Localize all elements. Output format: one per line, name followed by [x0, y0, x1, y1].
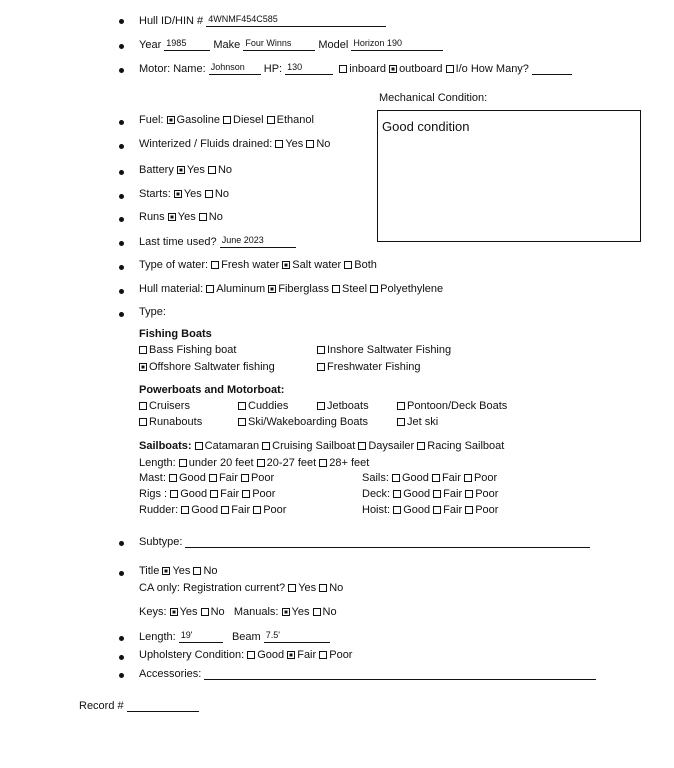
mast-label: Mast: [139, 472, 166, 484]
mast-poor-checkbox[interactable] [241, 474, 249, 482]
model-label: Model [318, 39, 349, 51]
offshore-label: Offshore Saltwater fishing [149, 361, 275, 373]
mechanical-condition-box[interactable] [377, 110, 641, 242]
good-label: Good [191, 504, 219, 516]
no-label: No [208, 211, 223, 223]
fair-label: Fair [443, 504, 463, 516]
accessories-row [139, 667, 596, 680]
water-row [139, 259, 377, 271]
mast-fair-checkbox[interactable] [209, 474, 217, 482]
gasoline-label: Gasoline [176, 114, 220, 126]
aluminum-checkbox[interactable] [206, 285, 214, 293]
good-label: Good [403, 504, 431, 516]
good-label: Good [180, 488, 208, 500]
cruisers-checkbox[interactable] [139, 402, 147, 410]
no-label: No [203, 565, 218, 577]
outboard-label: outboard [399, 63, 443, 75]
manuals-label: Manuals: [233, 606, 279, 618]
bass-label: Bass Fishing boat [149, 344, 237, 356]
year-field[interactable]: 1985 [164, 38, 210, 51]
jetski-checkbox[interactable] [397, 418, 405, 426]
last-used-field[interactable]: June 2023 [220, 235, 296, 248]
bullet [119, 312, 124, 317]
gasoline-checkbox[interactable] [167, 116, 175, 124]
both-water-checkbox[interactable] [344, 261, 352, 269]
winterized-label: Winterized / Fluids drained: [139, 138, 273, 150]
cuddies-label: Cuddies [248, 400, 289, 412]
yes-label: Yes [172, 565, 191, 577]
fresh-water-checkbox[interactable] [211, 261, 219, 269]
bullet [119, 265, 124, 270]
upholstery-row [139, 649, 352, 661]
racing-checkbox[interactable] [417, 442, 425, 450]
keys-yes-checkbox[interactable] [170, 608, 178, 616]
fiberglass-checkbox[interactable] [268, 285, 276, 293]
sailboats-row [139, 440, 504, 452]
battery-label: Battery [139, 164, 174, 176]
poor-label: Poor [473, 472, 498, 484]
rudder-poor-checkbox[interactable] [253, 506, 261, 514]
good-label: Good [257, 649, 285, 661]
inboard-label: inboard [349, 63, 386, 75]
model-field[interactable]: Horizon 190 [351, 38, 443, 51]
bullet [119, 541, 124, 546]
sails-fair-checkbox[interactable] [432, 474, 440, 482]
deck-label: Deck: [362, 488, 391, 500]
racing-label: Racing Sailboat [427, 440, 505, 452]
upholstery-good-checkbox[interactable] [247, 651, 255, 659]
ski-checkbox[interactable] [238, 418, 246, 426]
sailboats-heading: Sailboats: [139, 440, 192, 452]
offshore-option [139, 361, 275, 373]
year-make-model-row [139, 38, 443, 51]
bullet [119, 636, 124, 641]
upholstery-label: Upholstery Condition: [139, 649, 245, 661]
winterized-yes-checkbox[interactable] [275, 140, 283, 148]
rigs-poor-checkbox[interactable] [242, 490, 250, 498]
sails-row [362, 472, 497, 484]
rudder-fair-checkbox[interactable] [221, 506, 229, 514]
hp-field[interactable]: 130 [285, 62, 333, 75]
freshwater-label: Freshwater Fishing [327, 361, 421, 373]
jetski-label: Jet ski [407, 416, 439, 428]
yes-label: Yes [179, 606, 198, 618]
rigs-good-checkbox[interactable] [170, 490, 178, 498]
subtype-label: Subtype: [139, 536, 183, 548]
battery-no-checkbox[interactable] [208, 166, 216, 174]
fair-label: Fair [231, 504, 251, 516]
ca-label: CA only: Registration current? [139, 582, 286, 594]
io-label: I/o How Many? [455, 63, 529, 75]
hull-material-label: Hull material: [139, 283, 204, 295]
bass-option [139, 344, 236, 356]
hoist-label: Hoist: [362, 504, 391, 516]
ca-no-checkbox[interactable] [319, 584, 327, 592]
hull-label: Hull ID/HIN # [139, 15, 204, 27]
bullet [119, 655, 124, 660]
bullet [119, 19, 124, 24]
poor-label: Poor [252, 488, 276, 500]
sails-poor-checkbox[interactable] [464, 474, 472, 482]
salt-water-label: Salt water [292, 259, 342, 271]
pontoon-option [397, 400, 507, 412]
subtype-field[interactable] [185, 535, 590, 548]
battery-yes-checkbox[interactable] [177, 166, 185, 174]
catamaran-checkbox[interactable] [195, 442, 203, 450]
hoist-good-checkbox[interactable] [393, 506, 401, 514]
motor-name-label: Motor: Name: [139, 63, 206, 75]
jetboats-option [317, 400, 369, 412]
good-label: Good [403, 488, 431, 500]
keys-no-checkbox[interactable] [201, 608, 209, 616]
sail-length-label: Length: [139, 457, 176, 469]
motor-name-field[interactable]: Johnson [209, 62, 261, 75]
28plus-checkbox[interactable] [319, 459, 327, 467]
battery-row [139, 164, 232, 176]
runabouts-option [139, 416, 202, 428]
rudder-good-checkbox[interactable] [181, 506, 189, 514]
length-row [139, 630, 330, 643]
mechanical-condition-value: Good condition [382, 119, 470, 134]
deck-poor-checkbox[interactable] [465, 490, 473, 498]
diesel-checkbox[interactable] [223, 116, 231, 124]
salt-water-checkbox[interactable] [282, 261, 290, 269]
hp-label: HP: [263, 63, 283, 75]
jetski-option [397, 416, 438, 428]
rigs-fair-checkbox[interactable] [210, 490, 218, 498]
make-field[interactable]: Four Winns [243, 38, 315, 51]
no-label: No [316, 138, 331, 150]
runabouts-checkbox[interactable] [139, 418, 147, 426]
accessories-label: Accessories: [139, 668, 202, 680]
daysailer-checkbox[interactable] [358, 442, 366, 450]
hull-material-row [139, 283, 443, 295]
rudder-label: Rudder: [139, 504, 179, 516]
inshore-checkbox[interactable] [317, 346, 325, 354]
poor-label: Poor [329, 649, 353, 661]
ethanol-checkbox[interactable] [267, 116, 275, 124]
record-field[interactable] [127, 699, 199, 712]
bullet [119, 120, 124, 125]
yes-label: Yes [177, 211, 196, 223]
starts-yes-checkbox[interactable] [174, 190, 182, 198]
yes-label: Yes [186, 164, 205, 176]
year-label: Year [139, 39, 162, 51]
cruisers-option [139, 400, 190, 412]
20-27-label: 20-27 feet [266, 457, 317, 469]
io-checkbox[interactable] [446, 65, 454, 73]
deck-good-checkbox[interactable] [393, 490, 401, 498]
freshwater-checkbox[interactable] [317, 363, 325, 371]
bullet [119, 571, 124, 576]
rigs-label: Rigs : [139, 488, 168, 500]
yes-label: Yes [183, 188, 202, 200]
ski-option [238, 416, 368, 428]
bass-checkbox[interactable] [139, 346, 147, 354]
yes-label: Yes [291, 606, 310, 618]
outboard-checkbox[interactable] [389, 65, 397, 73]
keys-label: Keys: [139, 606, 167, 618]
28plus-label: 28+ feet [329, 457, 370, 469]
fair-label: Fair [218, 472, 238, 484]
mast-row [139, 472, 274, 484]
powerboats-heading: Powerboats and Motorboat: [139, 384, 285, 396]
beam-label: Beam [231, 631, 261, 643]
beam-field[interactable]: 7.5' [264, 630, 330, 643]
bullet [119, 241, 124, 246]
bullet [119, 289, 124, 294]
inshore-label: Inshore Saltwater Fishing [327, 344, 452, 356]
bullet [119, 673, 124, 678]
both-label: Both [354, 259, 377, 271]
poor-label: Poor [475, 488, 499, 500]
cuddies-checkbox[interactable] [238, 402, 246, 410]
steel-label: Steel [342, 283, 368, 295]
manuals-no-checkbox[interactable] [313, 608, 321, 616]
ca-yes-checkbox[interactable] [288, 584, 296, 592]
runabouts-label: Runabouts [149, 416, 203, 428]
no-label: No [329, 582, 344, 594]
io-count-field[interactable] [532, 62, 572, 75]
under20-label: under 20 feet [188, 457, 254, 469]
length-field[interactable]: 19' [179, 630, 223, 643]
pontoon-label: Pontoon/Deck Boats [407, 400, 508, 412]
inshore-option [317, 344, 451, 356]
no-label: No [322, 606, 337, 618]
accessories-field[interactable] [204, 667, 596, 680]
poor-label: Poor [250, 472, 275, 484]
bullet [119, 217, 124, 222]
winterized-no-checkbox[interactable] [306, 140, 314, 148]
fair-label: Fair [441, 472, 461, 484]
daysailer-label: Daysailer [368, 440, 415, 452]
motor-row [139, 62, 572, 75]
good-label: Good [401, 472, 429, 484]
sails-label: Sails: [362, 472, 389, 484]
freshwater-option [317, 361, 421, 373]
title-yes-checkbox[interactable] [162, 567, 170, 575]
offshore-checkbox[interactable] [139, 363, 147, 371]
polyethylene-checkbox[interactable] [370, 285, 378, 293]
jetboats-label: Jetboats [327, 400, 369, 412]
inboard-checkbox[interactable] [339, 65, 347, 73]
ethanol-label: Ethanol [276, 114, 314, 126]
rigs-row [139, 488, 275, 500]
rudder-row [139, 504, 286, 516]
catamaran-label: Catamaran [204, 440, 260, 452]
title-label: Title [139, 565, 160, 577]
runs-row [139, 211, 223, 223]
cruising-checkbox[interactable] [262, 442, 270, 450]
bullet [119, 170, 124, 175]
length-label: Length: [139, 631, 176, 643]
manuals-yes-checkbox[interactable] [282, 608, 290, 616]
hoist-fair-checkbox[interactable] [433, 506, 441, 514]
runs-no-checkbox[interactable] [199, 213, 207, 221]
sails-good-checkbox[interactable] [392, 474, 400, 482]
fair-label: Fair [220, 488, 240, 500]
bullet [119, 194, 124, 199]
starts-label: Starts: [139, 188, 171, 200]
cruising-label: Cruising Sailboat [272, 440, 356, 452]
type-label: Type: [139, 306, 166, 318]
deck-fair-checkbox[interactable] [433, 490, 441, 498]
cuddies-option [238, 400, 288, 412]
sail-length-row [139, 457, 369, 469]
polyethylene-label: Polyethylene [380, 283, 444, 295]
20-27-checkbox[interactable] [257, 459, 265, 467]
fuel-row [139, 114, 314, 126]
record-row [79, 699, 199, 712]
last-used-label: Last time used? [139, 236, 217, 248]
hull-id-field[interactable]: 4WNMF454C585 [206, 14, 386, 27]
upholstery-fair-checkbox[interactable] [287, 651, 295, 659]
hull-row [139, 14, 386, 27]
starts-row [139, 188, 229, 200]
hoist-poor-checkbox[interactable] [465, 506, 473, 514]
cruisers-label: Cruisers [149, 400, 190, 412]
mechanical-label: Mechanical Condition: [379, 92, 488, 104]
bullet [119, 144, 124, 149]
last-used-row [139, 235, 296, 248]
runs-label: Runs [139, 211, 165, 223]
bullet [119, 44, 124, 49]
jetboats-checkbox[interactable] [317, 402, 325, 410]
mast-good-checkbox[interactable] [169, 474, 177, 482]
subtype-row [139, 535, 590, 548]
under20-checkbox[interactable] [179, 459, 187, 467]
starts-no-checkbox[interactable] [205, 190, 213, 198]
make-label: Make [213, 39, 241, 51]
pontoon-checkbox[interactable] [397, 402, 405, 410]
fishing-heading: Fishing Boats [139, 328, 212, 340]
upholstery-poor-checkbox[interactable] [319, 651, 327, 659]
fuel-label: Fuel: [139, 114, 164, 126]
no-label: No [210, 606, 225, 618]
deck-row [362, 488, 498, 500]
title-row [139, 565, 218, 577]
diesel-label: Diesel [233, 114, 264, 126]
fair-label: Fair [297, 649, 317, 661]
aluminum-label: Aluminum [216, 283, 266, 295]
ski-label: Ski/Wakeboarding Boats [248, 416, 369, 428]
poor-label: Poor [475, 504, 499, 516]
fair-label: Fair [443, 488, 463, 500]
runs-yes-checkbox[interactable] [168, 213, 176, 221]
steel-checkbox[interactable] [332, 285, 340, 293]
keys-manuals-row [139, 606, 337, 618]
bullet [119, 68, 124, 73]
fresh-water-label: Fresh water [221, 259, 280, 271]
poor-label: Poor [263, 504, 287, 516]
hoist-row [362, 504, 498, 516]
fiberglass-label: Fiberglass [278, 283, 329, 295]
record-label: Record # [79, 700, 124, 712]
no-label: No [214, 188, 229, 200]
yes-label: Yes [285, 138, 304, 150]
water-label: Type of water: [139, 259, 209, 271]
good-label: Good [178, 472, 206, 484]
title-no-checkbox[interactable] [193, 567, 201, 575]
winterized-row [139, 138, 330, 150]
ca-row [139, 582, 343, 594]
no-label: No [217, 164, 232, 176]
yes-label: Yes [298, 582, 317, 594]
